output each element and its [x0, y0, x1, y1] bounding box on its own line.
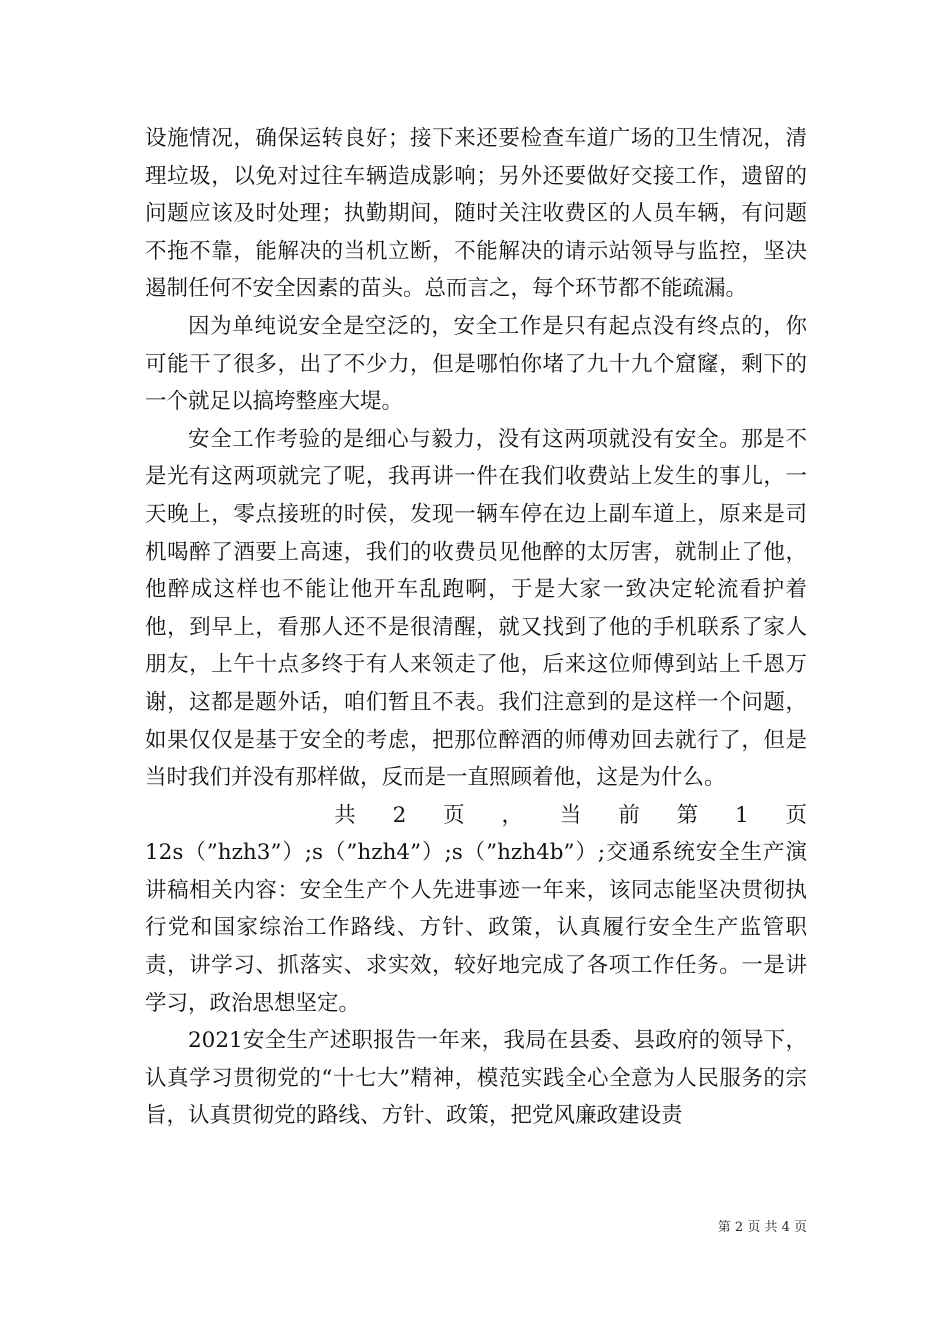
paragraph-5: 2021安全生产述职报告一年来，我局在县委、县政府的领导下，认真学习贯彻党的“十七大”精神，模范实践全心全意为人民服务的宗旨，认真贯彻党的路线、方针、政策，把党风廉政建设责: [145, 1028, 807, 1129]
document-body: [145, 120, 807, 1135]
paragraph-2: 因为单纯说安全是空泛的，安全工作是只有起点没有终点的，你可能干了很多，出了不少力，但是哪怕你堵了九十九个窟窿，剩下的一个就足以搞垮整座大堤。: [145, 313, 807, 415]
counter-part-9: 页: [785, 802, 807, 828]
counter-part-1: 共: [334, 802, 356, 828]
counter-part-7: 第: [676, 802, 699, 828]
counter-part-6: 前: [618, 802, 640, 828]
paragraph-4: 12s（”hzh3”）;s（”hzh4”）;s（”hzh4b”）;交通系统安全生产演讲稿相关内容：安全生产个人先进事迹一年来，该同志能坚决贯彻执行党和国家综治工作路线、方针、政策，认真履行安全生产监管职责，讲学习、抓落实、求实效，较好地完成了各项工作任务。一是讲学习，政治思想坚定。: [145, 840, 807, 1016]
counter-part-5: 当: [559, 802, 582, 828]
inline-page-counter: [145, 797, 807, 835]
counter-part-4: ，: [501, 802, 524, 828]
counter-part-3: 页: [443, 802, 465, 828]
counter-part-8: 1: [734, 802, 749, 828]
paragraph-1: 设施情况，确保运转良好；接下来还要检查车道广场的卫生情况，清理垃圾，以免对过往车辆造成影响；另外还要做好交接工作，遗留的问题应该及时处理；执勤期间，随时关注收费区的人员车辆，有问题不拖不靠，能解决的当机立断，不能解决的请示站领导与监控，坚决遏制任何不安全因素的苗头。总而言之，每个环节都不能疏漏。: [145, 126, 807, 302]
counter-part-2: 2: [392, 802, 407, 828]
page-footer: 第 2 页 共 4 页: [717, 1220, 807, 1235]
paragraph-3: 安全工作考验的是细心与毅力，没有这两项就没有安全。那是不是光有这两项就完了呢，我再讲一件在我们收费站上发生的事儿，一天晚上，零点接班的时侯，发现一辆车停在边上副车道上，原来是司机喝醉了酒要上高速，我们的收费员见他醉的太厉害，就制止了他，他醉成这样也不能让他开车乱跑啊，于是大家一致决定轮流看护着他，到早上，看那人还不是很清醒，就又找到了他的手机联系了家人朋友，上午十点多终于有人来领走了他，后来这位师傅到站上千恩万谢，这都是题外话，咱们暂且不表。我们注意到的是这样一个问题，如果仅仅是基于安全的考虑，把那位醉酒的师傅劝回去就行了，但是当时我们并没有那样做，反而是一直照顾着他，这是为什么。: [145, 426, 807, 791]
